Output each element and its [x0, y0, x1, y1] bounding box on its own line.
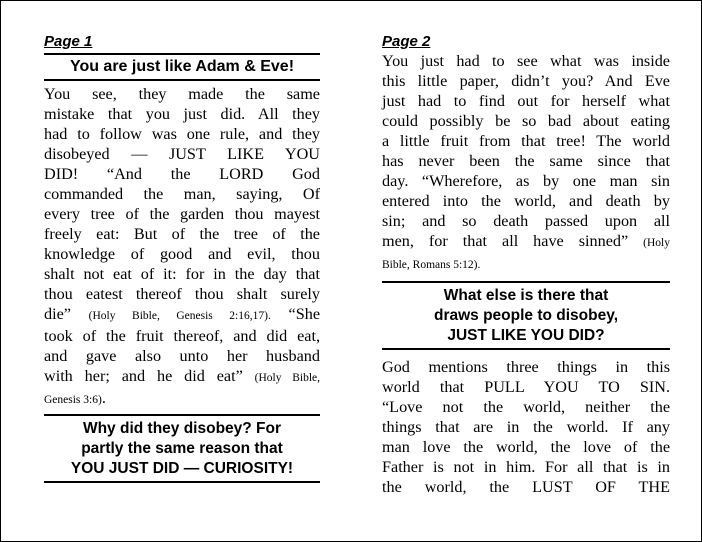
body-line: freely eat: But of the tree of the	[44, 225, 320, 243]
page-1-label: Page 1	[44, 33, 93, 50]
body-line: every tree of the garden thou mayest	[44, 205, 320, 223]
body-line: just had to find out for herself what	[382, 92, 670, 110]
body-line: day. “Wherefore, as by one man sin	[382, 172, 670, 190]
body-line: a little fruit from that tree! The world	[382, 132, 670, 150]
body-line-text: DID! “And the LORD God	[44, 165, 320, 183]
body-line: mistake that you just did. All they	[44, 105, 320, 123]
heading-line: draws people to disobey,	[433, 307, 619, 324]
body-line	[44, 164, 320, 184]
body-line: You see, they made the same	[44, 85, 320, 103]
body-line-text: men, for that all have sinned”	[382, 232, 629, 250]
body-line: shalt not eat of it: for in the day that	[44, 265, 320, 283]
body-line-text: .	[101, 389, 106, 407]
heading-why-disobey	[44, 414, 320, 483]
body-line	[382, 253, 670, 275]
body-line-text: with her; and he did eat”	[44, 367, 243, 385]
body-line: sin; and so death passed upon all	[382, 212, 670, 230]
scripture-reference: (Holy Bible,	[254, 372, 320, 384]
body-line	[44, 388, 320, 410]
page-2-column	[382, 33, 670, 497]
page-2-body-2	[382, 357, 670, 497]
body-line: had to follow was one rule, and they	[44, 125, 320, 143]
body-line: commanded the man, saying, Of	[44, 185, 320, 203]
page-2-body-1	[382, 51, 670, 275]
heading-what-else	[382, 281, 670, 350]
body-line: could possibly be so bad about eating	[382, 112, 670, 130]
body-line: knowledge of good and evil, thou	[44, 245, 320, 263]
page-1-column	[44, 33, 320, 483]
body-line: and gave also unto her husband	[44, 347, 320, 365]
body-line: disobeyed — JUST LIKE YOU	[44, 145, 320, 163]
body-line: man love the world, the love of the	[382, 438, 670, 456]
body-line: world that PULL YOU TO SIN.	[382, 378, 670, 396]
body-line: things that are in the world. If any	[382, 418, 670, 436]
body-line: Father is not in him. For all that is in	[382, 458, 670, 476]
body-line: God mentions three things in this	[382, 358, 670, 376]
heading-line: JUST LIKE YOU DID?	[447, 327, 605, 344]
heading-line: What else is there that	[443, 287, 609, 304]
heading-adam-eve-text: You are just like Adam & Eve!	[69, 58, 295, 75]
heading-line: Why did they disobey? For	[82, 420, 282, 437]
body-line	[44, 366, 320, 388]
body-line: You just had to see what was inside	[382, 52, 670, 70]
heading-adam-eve	[44, 53, 320, 81]
page-2-label: Page 2	[382, 33, 431, 50]
body-line-text: “She	[288, 305, 320, 323]
heading-line: partly the same reason that	[81, 440, 283, 457]
scripture-reference: Bible, Romans 5:12).	[382, 259, 481, 271]
body-line: has never been the same since that	[382, 152, 670, 170]
body-line: thou eatest thereof thou shalt surely	[44, 285, 320, 303]
heading-line: YOU JUST DID — CURIOSITY!	[70, 460, 294, 477]
body-line	[382, 231, 670, 253]
scripture-reference: (Holy	[643, 237, 670, 249]
body-line: entered into the world, and death by	[382, 192, 670, 210]
body-line: this little paper, didn’t you? And Eve	[382, 72, 670, 90]
body-line-text: die”	[44, 305, 71, 323]
body-line	[44, 304, 320, 326]
body-line: the world, the LUST OF THE	[382, 478, 670, 496]
body-line: “Love not the world, neither the	[382, 398, 670, 416]
scripture-reference: (Holy Bible, Genesis 2:16,17).	[88, 310, 271, 322]
body-line: took of the fruit thereof, and did eat,	[44, 327, 320, 345]
scripture-reference: Genesis 3:6)	[44, 394, 102, 406]
page-1-body	[44, 84, 320, 410]
